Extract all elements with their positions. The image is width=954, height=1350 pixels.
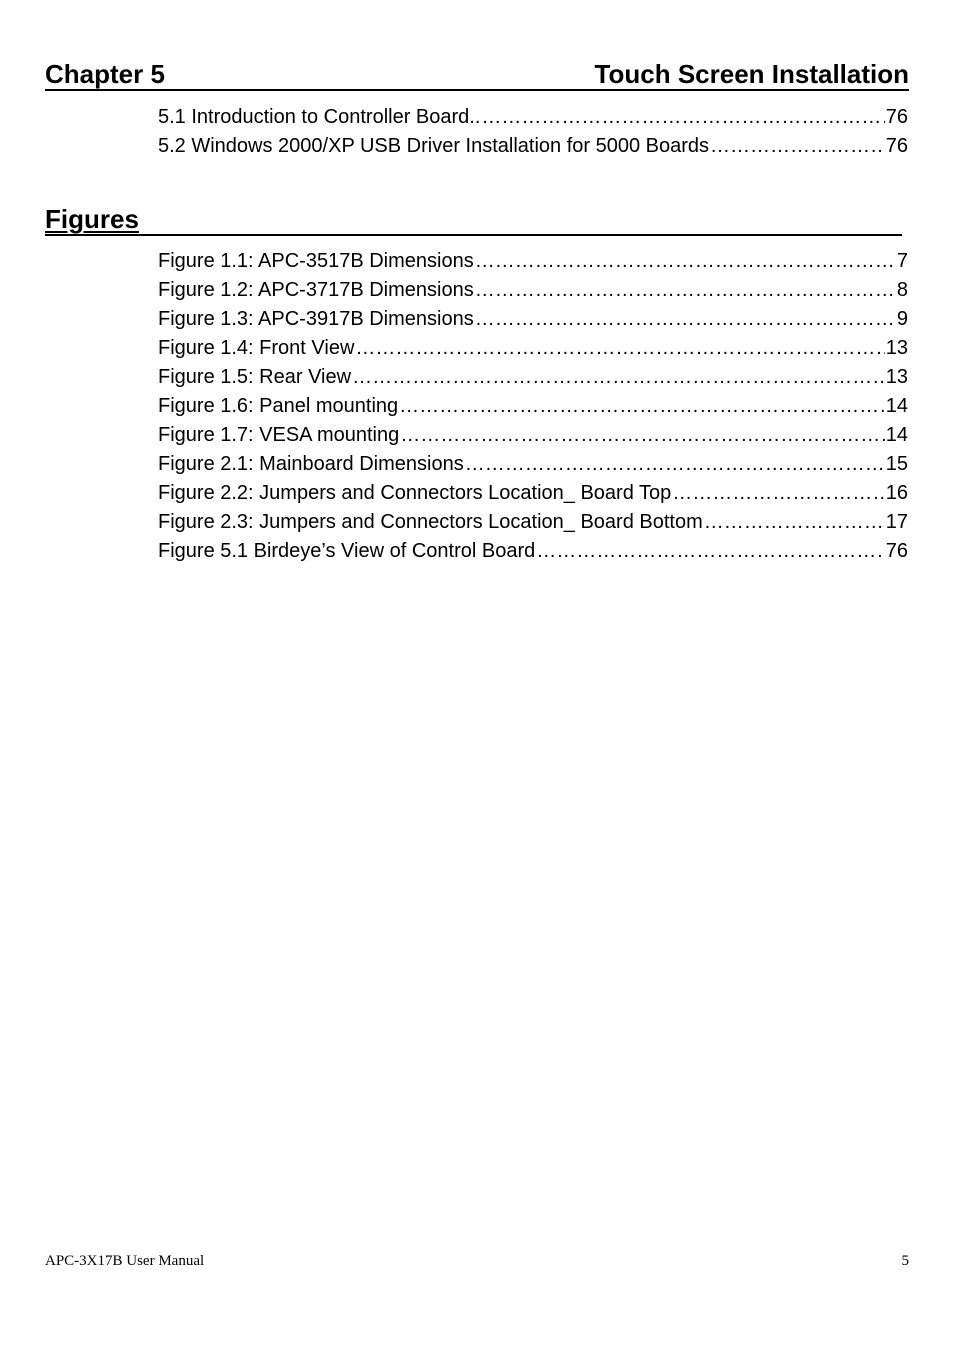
dot-leader	[352, 363, 885, 392]
dot-leader	[536, 537, 885, 566]
toc-entry-label: Figure 2.2: Jumpers and Connectors Location_ Board Top	[158, 482, 672, 504]
toc-entry-page: 15	[885, 453, 908, 475]
toc-entry[interactable]	[158, 247, 908, 276]
toc-entry-label: 5.1 Introduction to Controller Board..	[158, 106, 481, 128]
chapter-toc-list	[158, 103, 908, 161]
toc-entry[interactable]	[158, 103, 908, 132]
chapter-heading	[45, 59, 909, 91]
toc-entry[interactable]	[158, 508, 908, 537]
toc-entry-label: Figure 1.3: APC-3917B Dimensions	[158, 308, 474, 330]
page-number: 5	[901, 1253, 909, 1269]
dot-leader	[672, 479, 884, 508]
dot-leader	[710, 132, 885, 161]
toc-entry-page: 9	[896, 308, 908, 330]
dot-leader	[400, 421, 885, 450]
manual-title: APC-3X17B User Manual	[45, 1253, 205, 1269]
toc-entry-label: Figure 1.2: APC-3717B Dimensions	[158, 279, 474, 301]
toc-entry-label: Figure 1.1: APC-3517B Dimensions	[158, 250, 474, 272]
dot-leader	[481, 103, 884, 132]
toc-entry-page: 8	[896, 279, 908, 301]
toc-entry[interactable]	[158, 479, 908, 508]
toc-entry-label: Figure 1.7: VESA mounting	[158, 424, 400, 446]
figures-toc-list	[158, 247, 908, 566]
toc-entry-page: 17	[885, 511, 908, 533]
toc-entry-page: 76	[885, 540, 908, 562]
toc-entry-page: 13	[885, 366, 908, 388]
toc-entry[interactable]	[158, 276, 908, 305]
dot-leader	[704, 508, 885, 537]
toc-entry-page: 14	[885, 395, 908, 417]
toc-entry[interactable]	[158, 450, 908, 479]
toc-entry-page: 76	[885, 135, 908, 157]
dot-leader	[465, 450, 885, 479]
chapter-number: Chapter 5	[45, 59, 165, 89]
toc-entry-page: 16	[885, 482, 908, 504]
toc-entry-page: 13	[885, 337, 908, 359]
figures-heading: Figures	[45, 204, 902, 236]
toc-entry[interactable]	[158, 537, 908, 566]
toc-entry-label: 5.2 Windows 2000/XP USB Driver Installation for 5000 Boards	[158, 135, 710, 157]
dot-leader	[399, 392, 885, 421]
toc-entry-label: Figure 2.1: Mainboard Dimensions	[158, 453, 464, 475]
toc-entry-label: Figure 5.1 Birdeye’s View of Control Board	[158, 540, 536, 562]
toc-entry[interactable]	[158, 132, 908, 161]
toc-entry-label: Figure 2.3: Jumpers and Connectors Location_ Board Bottom	[158, 511, 703, 533]
toc-entry[interactable]	[158, 334, 908, 363]
toc-entry[interactable]	[158, 305, 908, 334]
dot-leader	[475, 305, 896, 334]
dot-leader	[475, 276, 896, 305]
toc-entry-label: Figure 1.5: Rear View	[158, 366, 352, 388]
toc-entry[interactable]	[158, 363, 908, 392]
toc-entry[interactable]	[158, 392, 908, 421]
dot-leader	[355, 334, 884, 363]
toc-entry-page: 7	[896, 250, 908, 272]
toc-entry-page: 76	[885, 106, 908, 128]
toc-entry-label: Figure 1.4: Front View	[158, 337, 355, 359]
chapter-title: Touch Screen Installation	[594, 59, 909, 89]
toc-entry-page: 14	[885, 424, 908, 446]
dot-leader	[475, 247, 896, 276]
page-footer	[45, 1251, 909, 1271]
toc-entry-label: Figure 1.6: Panel mounting	[158, 395, 399, 417]
toc-entry[interactable]	[158, 421, 908, 450]
